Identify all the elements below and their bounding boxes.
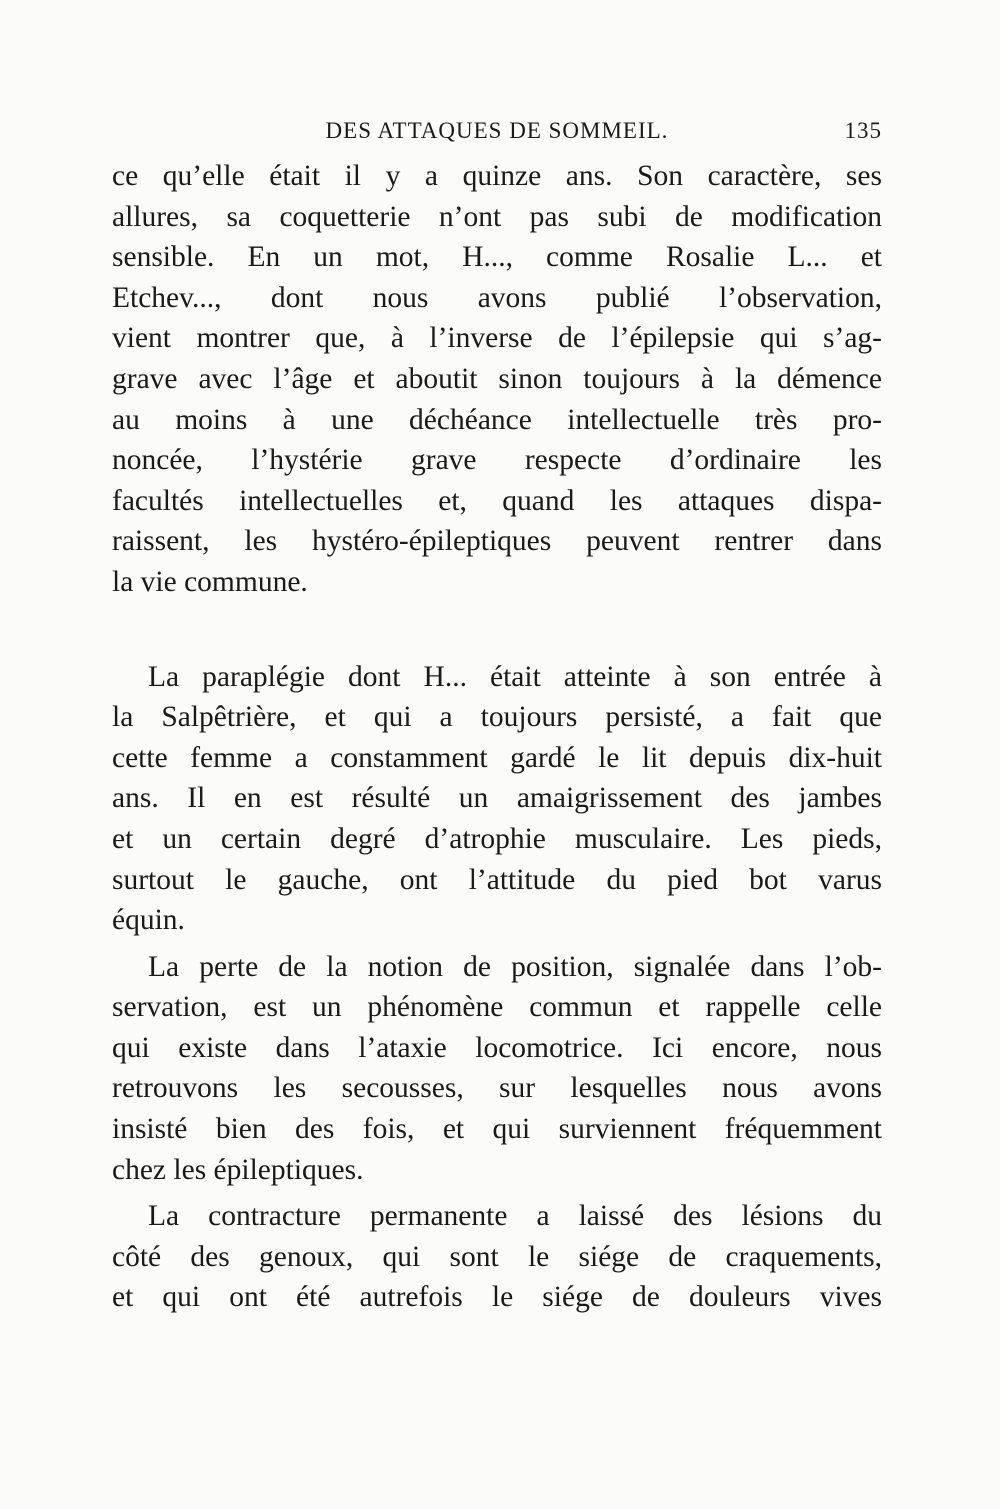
text-line: côté des genoux, qui sont le siége de craquements, — [112, 1240, 882, 1273]
section-gap — [112, 603, 882, 657]
text-line: insisté bien des fois, et qui surviennent fréquemment — [112, 1113, 882, 1146]
running-head — [112, 112, 882, 152]
text-line: facultés intellectuelles et, quand les attaques dispa- — [112, 484, 882, 517]
text-line: qui existe dans l’ataxie locomotrice. Ici encore, nous — [112, 1031, 882, 1064]
text-line: la Salpêtrière, et qui a toujours persisté, a fait que — [112, 701, 882, 734]
text-line: et qui ont été autrefois le siége de douleurs vives — [112, 1281, 882, 1314]
text-line: vient montrer que, à l’inverse de l’épilepsie qui s’ag- — [112, 322, 882, 355]
text-line: chez les épileptiques. — [112, 1153, 364, 1186]
text-line: grave avec l’âge et aboutit sinon toujours à la démence — [112, 362, 882, 395]
text-line: et un certain degré d’atrophie musculaire. Les pieds, — [112, 822, 882, 855]
text-line: ce qu’elle était il y a quinze ans. Son caractère, ses — [112, 160, 882, 192]
paragraph-4 — [112, 1196, 882, 1318]
text-line: sensible. En un mot, H..., comme Rosalie L... et — [112, 241, 882, 274]
text-line: La perte de la notion de position, signalée dans l’ob- — [148, 950, 882, 983]
book-page — [112, 112, 882, 1318]
paragraph-1 — [112, 156, 882, 603]
page-number: 135 — [844, 118, 882, 143]
text-line: La contracture permanente a laissé des lésions du — [148, 1200, 882, 1233]
text-line: raissent, les hystéro-épileptiques peuvent rentrer dans — [112, 525, 882, 558]
text-line: ans. Il en est résulté un amaigrissement des jambes — [112, 782, 882, 815]
text-line: servation, est un phénomène commun et rappelle celle — [112, 991, 882, 1024]
text-line: La paraplégie dont H... était atteinte à son entrée à — [148, 660, 882, 693]
text-line: allures, sa coquetterie n’ont pas subi de modification — [112, 200, 882, 233]
text-line: retrouvons les secousses, sur lesquelles nous avons — [112, 1072, 882, 1105]
text-line: Etchev..., dont nous avons publié l’observation, — [112, 281, 882, 314]
text-line: noncée, l’hystérie grave respecte d’ordinaire les — [112, 444, 882, 477]
text-line: équin. — [112, 904, 185, 937]
text-line: cette femme a constamment gardé le lit depuis dix-huit — [112, 741, 882, 774]
body-text — [112, 156, 882, 1318]
running-title: DES ATTAQUES DE SOMMEIL. — [325, 118, 669, 143]
text-line: au moins à une déchéance intellectuelle très pro- — [112, 403, 882, 436]
text-line: la vie commune. — [112, 565, 308, 598]
paragraph-3 — [112, 947, 882, 1191]
text-line: surtout le gauche, ont l’attitude du pied bot varus — [112, 863, 882, 896]
paragraph-2 — [112, 657, 882, 941]
